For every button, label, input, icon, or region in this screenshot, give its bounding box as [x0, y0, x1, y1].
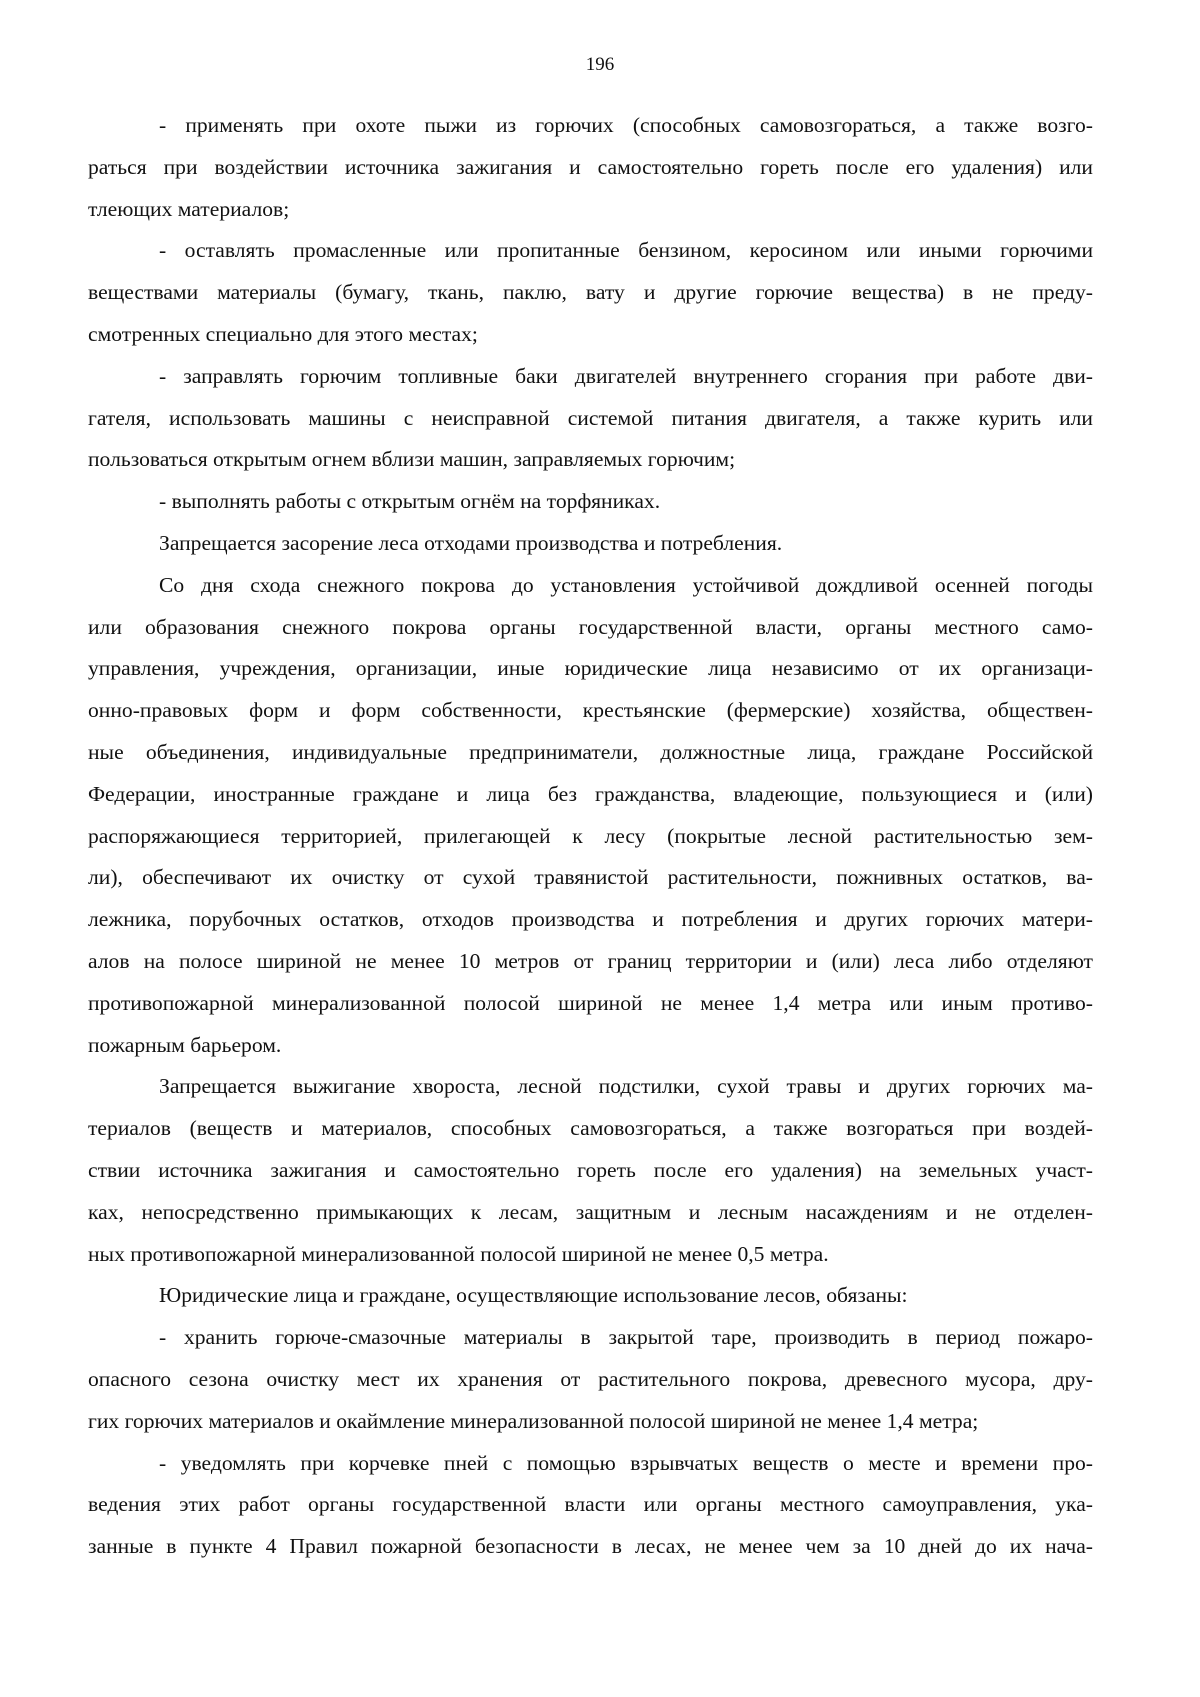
- text-line: смотренных специально для этого местах;: [88, 321, 478, 346]
- text-line: опасного сезона очистку мест их хранения от растительного покрова, древесного мусора, дру-: [88, 1366, 1093, 1391]
- page-number: 196: [585, 54, 615, 75]
- text-line: управления, учреждения, организации, иные юридические лица независимо от их организаци-: [88, 656, 1093, 681]
- paragraph: [88, 1443, 1093, 1568]
- text-line: онно-правовых форм и форм собственности, крестьянские (фермерские) хозяйства, обществен-: [88, 698, 1093, 723]
- paragraph: [88, 565, 1093, 1067]
- text-line: пользоваться открытым огнем вблизи машин, заправляемых горючим;: [88, 447, 736, 472]
- text-line: Со дня схода снежного покрова до установления устойчивой дождливой осенней погоды: [159, 572, 1093, 597]
- text-line: занные в пункте 4 Правил пожарной безопасности в лесах, не менее чем за 10 дней до их нача-: [88, 1534, 1093, 1559]
- paragraph: [88, 1275, 1093, 1317]
- paragraph: [88, 1066, 1093, 1275]
- text-line: - хранить горюче-смазочные материалы в закрытой таре, производить в период пожаро-: [159, 1325, 1093, 1350]
- text-line: раться при воздействии источника зажигания и самостоятельно гореть после его удаления) или: [88, 154, 1093, 179]
- paragraph: [88, 230, 1093, 355]
- text-line: Запрещается засорение леса отходами производства и потребления.: [159, 530, 783, 555]
- text-line: - применять при охоте пыжи из горючих (способных самовозгораться, а также возго-: [159, 113, 1093, 137]
- text-line: Запрещается выжигание хвороста, лесной подстилки, сухой травы и других горючих ма-: [159, 1074, 1093, 1099]
- paragraph: [88, 1317, 1093, 1442]
- paragraph: [88, 105, 1093, 230]
- text-line: ведения этих работ органы государственной власти или органы местного самоуправления, ука-: [88, 1492, 1093, 1517]
- text-line: гателя, использовать машины с неисправной системой питания двигателя, а также курить или: [88, 405, 1093, 430]
- text-line: - оставлять промасленные или пропитанные бензином, керосином или иными горючими: [159, 238, 1093, 263]
- text-line: пожарным барьером.: [88, 1032, 282, 1057]
- text-line: веществами материалы (бумагу, ткань, паклю, вату и другие горючие вещества) в не преду-: [88, 280, 1093, 305]
- text-line: лежника, порубочных остатков, отходов производства и потребления и других горючих матери-: [88, 907, 1093, 932]
- text-line: ках, непосредственно примыкающих к лесам, защитным и лесным насаждениям и не отделен-: [88, 1199, 1093, 1224]
- text-line: или образования снежного покрова органы государственной власти, органы местного само-: [88, 614, 1093, 639]
- text-line: распоряжающиеся территорией, прилегающей к лесу (покрытые лесной растительностью зем-: [88, 823, 1093, 848]
- text-line: Юридические лица и граждане, осуществляющие использование лесов, обязаны:: [159, 1283, 908, 1308]
- text-line: ли), обеспечивают их очистку от сухой травянистой растительности, пожнивных остатков, ва-: [88, 865, 1093, 890]
- text-line: ствии источника зажигания и самостоятельно гореть после его удаления) на земельных участ-: [88, 1157, 1093, 1182]
- text-line: тлеющих материалов;: [88, 196, 290, 221]
- text-line: алов на полосе шириной не менее 10 метров от границ территории и (или) леса либо отделяют: [88, 948, 1093, 973]
- text-line: териалов (веществ и материалов, способных самовозгораться, а также возгораться при воздей-: [88, 1116, 1093, 1141]
- text-line: ные объединения, индивидуальные предприниматели, должностные лица, граждане Российской: [88, 739, 1093, 764]
- text-line: - заправлять горючим топливные баки двигателей внутреннего сгорания при работе дви-: [159, 363, 1093, 388]
- text-line: противопожарной минерализованной полосой шириной не менее 1,4 метра или иным противо-: [88, 990, 1093, 1015]
- document-body: [88, 105, 1093, 1568]
- text-line: Федерации, иностранные граждане и лица без гражданства, владеющие, пользующиеся и (или): [88, 781, 1093, 806]
- text-line: - выполнять работы с открытым огнём на торфяниках.: [159, 489, 661, 514]
- text-line: ных противопожарной минерализованной полосой шириной не менее 0,5 метра.: [88, 1241, 829, 1266]
- text-line: гих горючих материалов и окаймление минерализованной полосой шириной не менее 1,4 метра;: [88, 1408, 979, 1433]
- paragraph: [88, 481, 1093, 523]
- text-line: - уведомлять при корчевке пней с помощью взрывчатых веществ о месте и времени про-: [159, 1450, 1093, 1475]
- paragraph: [88, 356, 1093, 481]
- paragraph: [88, 523, 1093, 565]
